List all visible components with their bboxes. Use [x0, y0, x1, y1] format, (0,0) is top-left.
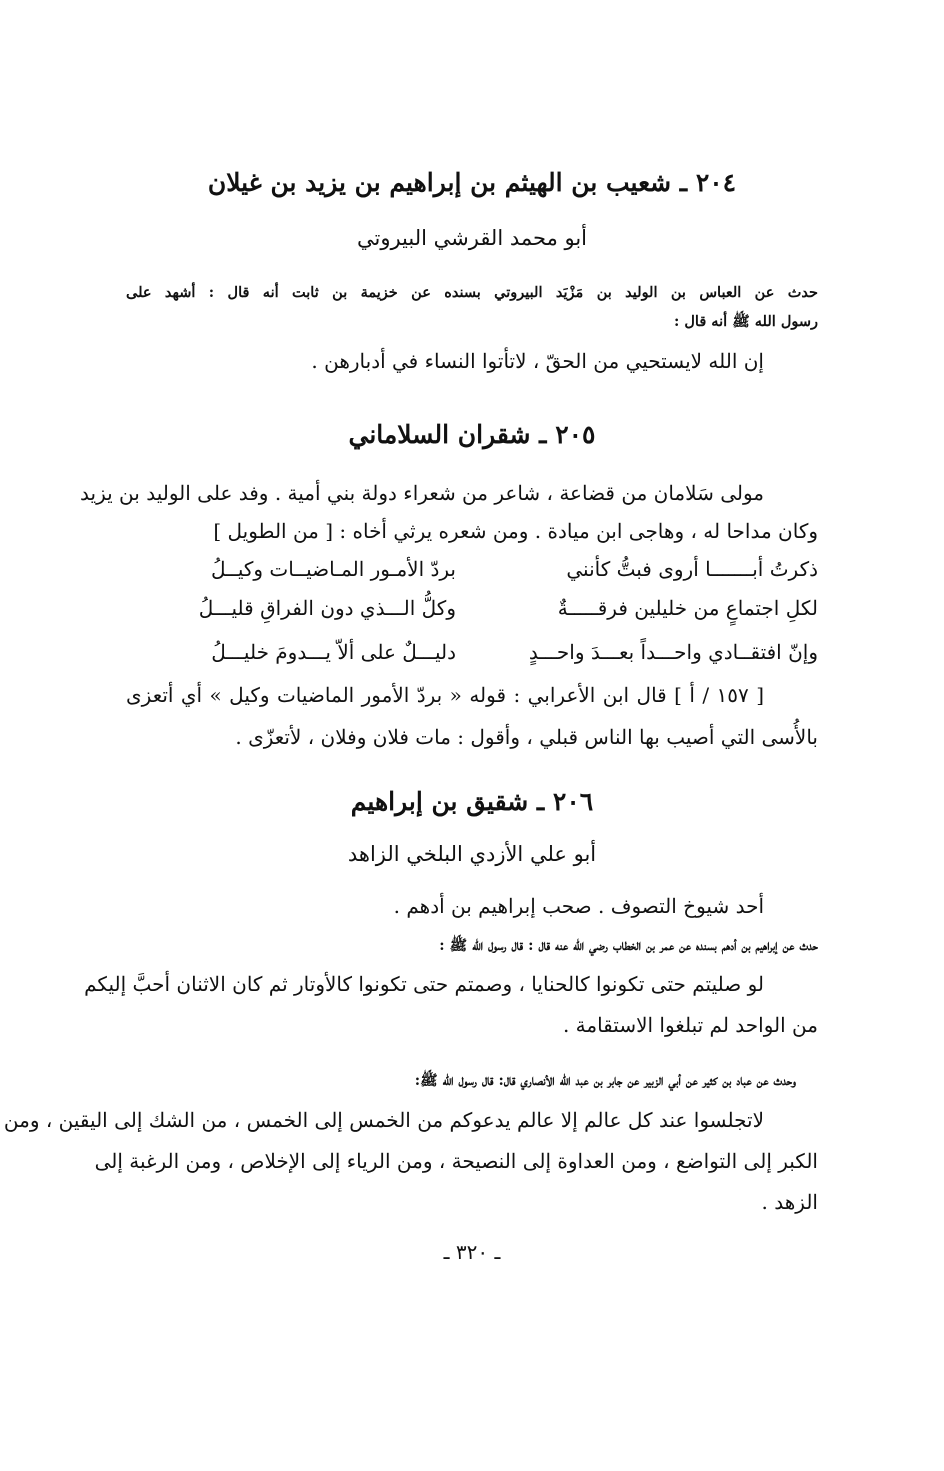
verse-2-first-hemistich: لكلِ اجتماعٍ من خليلين فرقـــــةٌ	[557, 596, 818, 620]
entry-204-hadith: إن الله لايستحيي من الحقّ ، لاتأتوا النساء في أدبارهن .	[311, 349, 764, 373]
verse-1-second-hemistich: بردّ الأمـور المـاضيــات وكيــلُ	[210, 557, 456, 581]
entry-204-heading: ٢٠٤ ـ شعيب بن الهيثم بن إبراهيم بن يزيد بن غيلان	[207, 168, 737, 197]
entry-204-isnad-line-2: رسول الله ﷺ أنه قال :	[673, 313, 818, 330]
entry-206-bio: أحد شيوخ التصوف . صحب إبراهيم بن أدهم .	[393, 894, 764, 918]
entry-206-isnad-1: حدث عن إبراهيم بن أدهم بسنده عن عمر بن الخطاب رضي الله عنه قال : قال رسول الله ﷺ :	[439, 937, 818, 954]
verse-2-second-hemistich: وكلُّ الـــذي دون الفراقِ قليـــلُ	[198, 596, 456, 620]
entry-206-hadith-2-line-3: الزهد .	[761, 1190, 818, 1214]
entry-205-commentary-line-1: [ ١٥٧ / أ ] قال ابن الأعرابي : قوله « بردّ الأمور الماضيات وكيل » أي أتعزى	[126, 683, 764, 707]
entry-206-isnad-2: وحدث عن عباد بن كثير عن أبي الزبير عن جابر بن عبد الله الأنصاري قال: قال رسول الله ﷺ:	[414, 1072, 796, 1089]
entry-206-hadith-1-line-1: لو صليتم حتى تكونوا كالحنايا ، وصمتم حتى تكونوا كالأوتار ثم كان الاثنان أحبَّ إليكم	[84, 972, 764, 996]
verse-3-first-hemistich: وإنّ افتقــادي واحـــداً بعـــدَ واحـــدٍ	[528, 640, 818, 664]
entry-206-hadith-1-line-2: من الواحد لم تبلغوا الاستقامة .	[562, 1013, 818, 1037]
entry-205-heading: ٢٠٥ ـ شقران السلاماني	[348, 420, 596, 449]
page-number: ـ ٣٢٠ ـ	[443, 1240, 501, 1264]
verse-3-second-hemistich: دليـــلٌ على ألاّ يـــدومَ خليـــلُ	[211, 640, 456, 664]
verse-1-first-hemistich: ذكرتُ أبـــــــا أروى فبتُّ كأنني	[566, 557, 818, 581]
entry-206-hadith-2-line-1: لاتجلسوا عند كل عالم إلا عالم يدعوكم من الخمس إلى الخمس ، من الشك إلى اليقين ، ومن	[3, 1108, 764, 1132]
entry-205-bio-line-2: وكان مداحا له ، وهاجى ابن ميادة . ومن شعره يرثي أخاه : [ من الطويل ]	[213, 519, 818, 543]
entry-206-hadith-2-line-2: الكبر إلى التواضع ، ومن العداوة إلى النصيحة ، ومن الرياء إلى الإخلاص ، ومن الرغبة إلى	[94, 1149, 818, 1173]
entry-206-kunya: أبو علي الأزدي البلخي الزاهد	[347, 842, 597, 866]
entry-204-isnad-line-1: حدث عن العباس بن الوليد بن مَزْيَد البيروتي بسنده عن خزيمة بن ثابت أنه قال : أشهد على	[126, 284, 818, 301]
entry-206-heading: ٢٠٦ ـ شقيق بن إبراهيم	[350, 787, 594, 816]
entry-205-commentary-line-2: بالأُسى التي أصيب بها الناس قبلي ، وأقول : مات فلان وفلان ، لأتعزّى .	[235, 725, 818, 749]
entry-205-bio-line-1: مولى سَلامان من قضاعة ، شاعر من شعراء دولة بني أمية . وفد على الوليد بن يزيد	[80, 481, 764, 505]
entry-204-kunya: أبو محمد القرشي البيروتي	[356, 226, 588, 250]
